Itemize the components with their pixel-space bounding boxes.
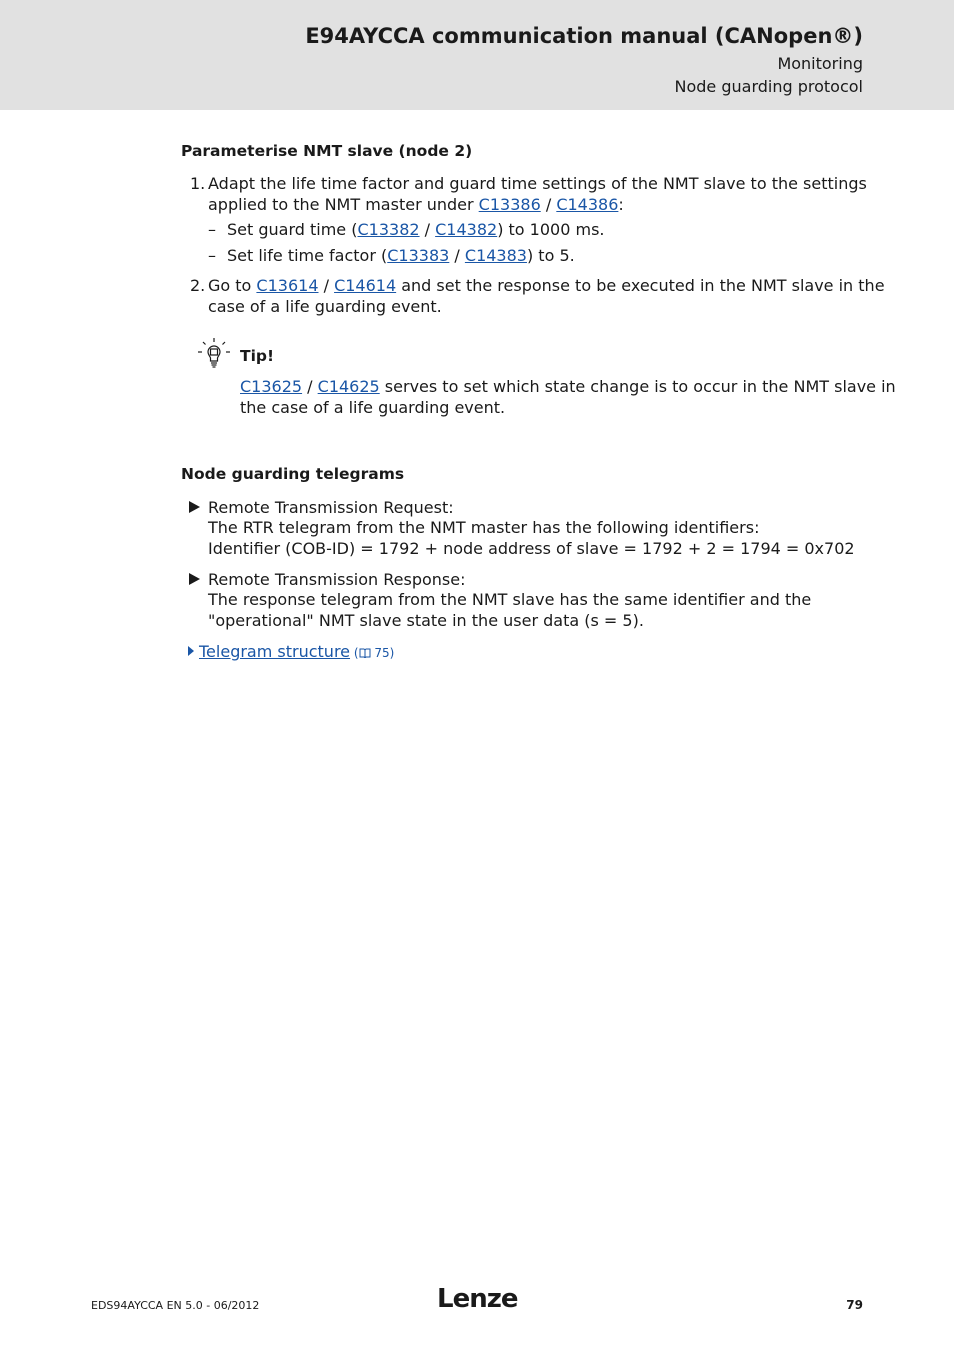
substep-text: Set guard time (	[227, 220, 358, 239]
step1-text-line1: Adapt the life time factor and guard time settings of the NMT slave to the settings	[208, 174, 867, 193]
link-c13382[interactable]: C13382	[357, 220, 420, 239]
step-number: 2.	[190, 276, 206, 295]
step2-text-line1	[208, 275, 885, 296]
section-heading-nmt-slave: Parameterise NMT slave (node 2)	[181, 142, 473, 160]
substep-life-time-factor	[227, 245, 575, 266]
link-arrow-icon	[188, 646, 194, 656]
bullet-response-line3: "operational" NMT slave state in the user data (s = 5).	[208, 611, 644, 630]
step2-text-rest: and set the response to be executed in the NMT slave in the	[396, 276, 885, 295]
link-c14382[interactable]: C14382	[435, 220, 498, 239]
step1-text-end: :	[618, 195, 624, 214]
dash-bullet: –	[208, 220, 216, 239]
document-title: E94AYCCA communication manual (CANopen®)	[305, 24, 863, 48]
bullet-response-line1: Remote Transmission Response:	[208, 570, 466, 589]
link-c13383[interactable]: C13383	[387, 246, 450, 265]
separator: /	[540, 195, 557, 214]
link-c14614[interactable]: C14614	[334, 276, 397, 295]
link-c13614[interactable]: C13614	[256, 276, 319, 295]
step1-text-line2	[208, 194, 624, 215]
link-c13625[interactable]: C13625	[240, 377, 303, 396]
bullet-arrow-icon	[189, 573, 200, 585]
link-c14625[interactable]: C14625	[317, 377, 380, 396]
telegram-structure-link[interactable]: Telegram structure	[199, 642, 351, 661]
step1-text: applied to the NMT master under	[208, 195, 479, 214]
substep-text-end: ) to 1000 ms.	[497, 220, 605, 239]
separator: /	[449, 246, 465, 265]
lenze-logo: Lenze	[437, 1284, 518, 1314]
substep-text: Set life time factor (	[227, 246, 388, 265]
bullet-arrow-icon	[189, 501, 200, 513]
document-id: EDS94AYCCA EN 5.0 - 06/2012	[91, 1299, 260, 1312]
step-number: 1.	[190, 174, 206, 193]
dash-bullet: –	[208, 246, 216, 265]
bullet-rtr-line3: Identifier (COB-ID) = 1792 + node address of slave = 1792 + 2 = 1794 = 0x702	[208, 539, 855, 558]
page-header	[0, 0, 954, 110]
telegram-structure-crossref	[199, 641, 394, 664]
chapter-title: Monitoring	[777, 54, 863, 73]
step2-text-line2: case of a life guarding event.	[208, 297, 442, 316]
tip-label: Tip!	[240, 347, 275, 365]
page-ref-open: (	[350, 646, 359, 660]
substep-guard-time	[227, 219, 605, 240]
link-c14383[interactable]: C14383	[464, 246, 527, 265]
section-heading-telegrams: Node guarding telegrams	[181, 465, 405, 483]
bullet-rtr-line2: The RTR telegram from the NMT master has the following identifiers:	[208, 518, 760, 537]
substep-text-end: ) to 5.	[526, 246, 575, 265]
page-ref-number: 75)	[370, 646, 395, 660]
tip-text-line2: the case of a life guarding event.	[240, 398, 506, 417]
book-icon	[359, 648, 371, 658]
tip-text: serves to set which state change is to occur in the NMT slave in	[379, 377, 896, 396]
section-title: Node guarding protocol	[674, 77, 863, 96]
separator: /	[318, 276, 335, 295]
tip-text-line1	[240, 376, 896, 397]
separator: /	[302, 377, 318, 396]
bullet-response-line2: The response telegram from the NMT slave has the same identifier and the	[208, 590, 812, 609]
page-number: 79	[846, 1298, 863, 1312]
link-c13386[interactable]: C13386	[478, 195, 541, 214]
lightbulb-icon	[197, 337, 231, 371]
link-c14386[interactable]: C14386	[556, 195, 619, 214]
separator: /	[419, 220, 436, 239]
bullet-rtr-line1: Remote Transmission Request:	[208, 498, 454, 517]
step2-text: Go to	[208, 276, 257, 295]
